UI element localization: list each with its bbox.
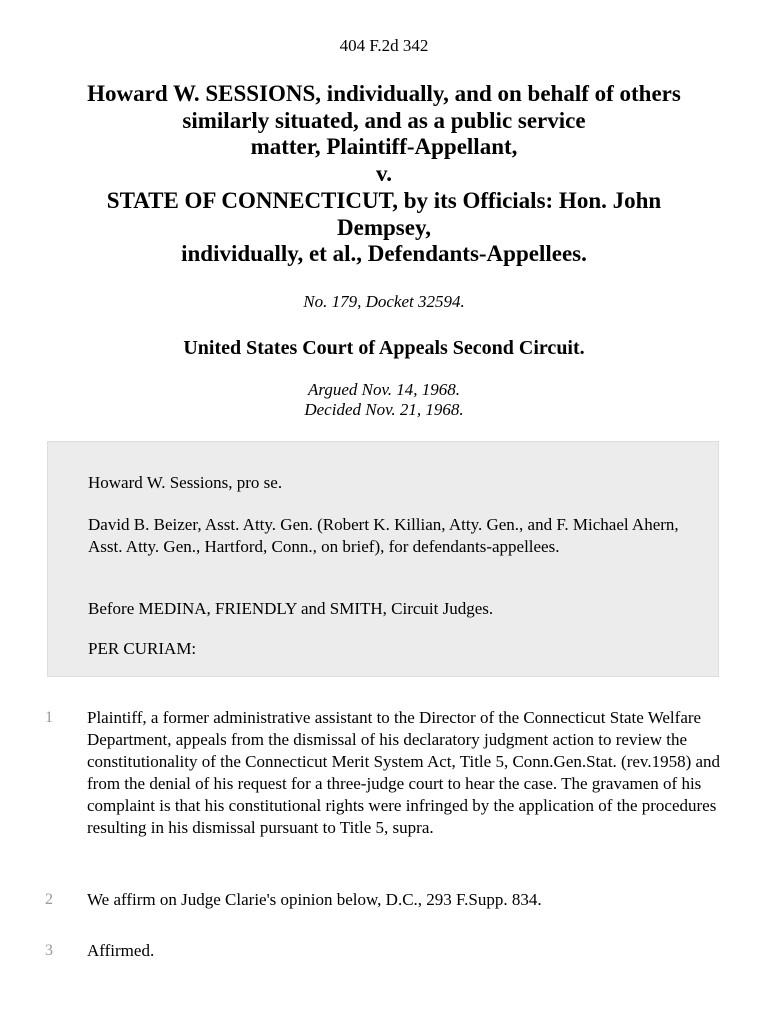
plaintiff-counsel: Howard W. Sessions, pro se. (88, 473, 283, 492)
case-caption (40, 81, 728, 268)
caption-line: STATE OF CONNECTICUT, by its Officials: Hon. John (106, 187, 662, 213)
paragraph-number: 2 (45, 891, 53, 908)
caption-line: matter, Plaintiff-Appellant, (250, 134, 518, 160)
paragraph-text: Affirmed. (87, 941, 155, 960)
caption-line: Dempsey, (337, 214, 431, 240)
court-name: United States Court of Appeals Second Circuit. (183, 337, 585, 359)
paragraph-text: We affirm on Judge Clarie's opinion below, D.C., 293 F.Supp. 834. (87, 890, 542, 909)
paragraph-number: 1 (45, 709, 53, 726)
argued-date: Argued Nov. 14, 1968. (307, 380, 461, 399)
caption-versus: v. (376, 161, 392, 187)
decided-date: Decided Nov. 21, 1968. (304, 400, 464, 419)
defendants-counsel: David B. Beizer, Asst. Atty. Gen. (Robert K. Killian, Atty. Gen., and F. Michael Ahern, Asst. Atty. Gen., Hartford, Conn., on brief), for defendants-appellees. (88, 515, 679, 556)
caption-line: similarly situated, and as a public service (182, 107, 586, 133)
case-citation: 404 F.2d 342 (339, 36, 429, 55)
paragraph-number: 3 (45, 942, 53, 959)
counsel-panel (47, 441, 719, 677)
paragraph-text: Plaintiff, a former administrative assistant to the Director of the Connecticut State Welfare Department, appeals from the dismissal of his declaratory judgment action to review the constitutionality of the Connecticut Merit System Act, Title 5, Conn.Gen.Stat. (rev.1958) and from the denial of his request for a three-judge court to hear the case. The gravamen of his complaint is that his constitutional rights were infringed by the application of the procedures resulting in his dismissal pursuant to Title 5, supra. (87, 708, 721, 837)
bench-listing: Before MEDINA, FRIENDLY and SMITH, Circuit Judges. (88, 599, 494, 618)
per-curiam-heading: PER CURIAM: (88, 639, 197, 658)
caption-line: individually, et al., Defendants-Appellees. (181, 241, 587, 267)
caption-line: Howard W. SESSIONS, individually, and on behalf of others (87, 81, 681, 106)
case-dates (0, 380, 768, 420)
docket-number: No. 179, Docket 32594. (303, 292, 465, 311)
